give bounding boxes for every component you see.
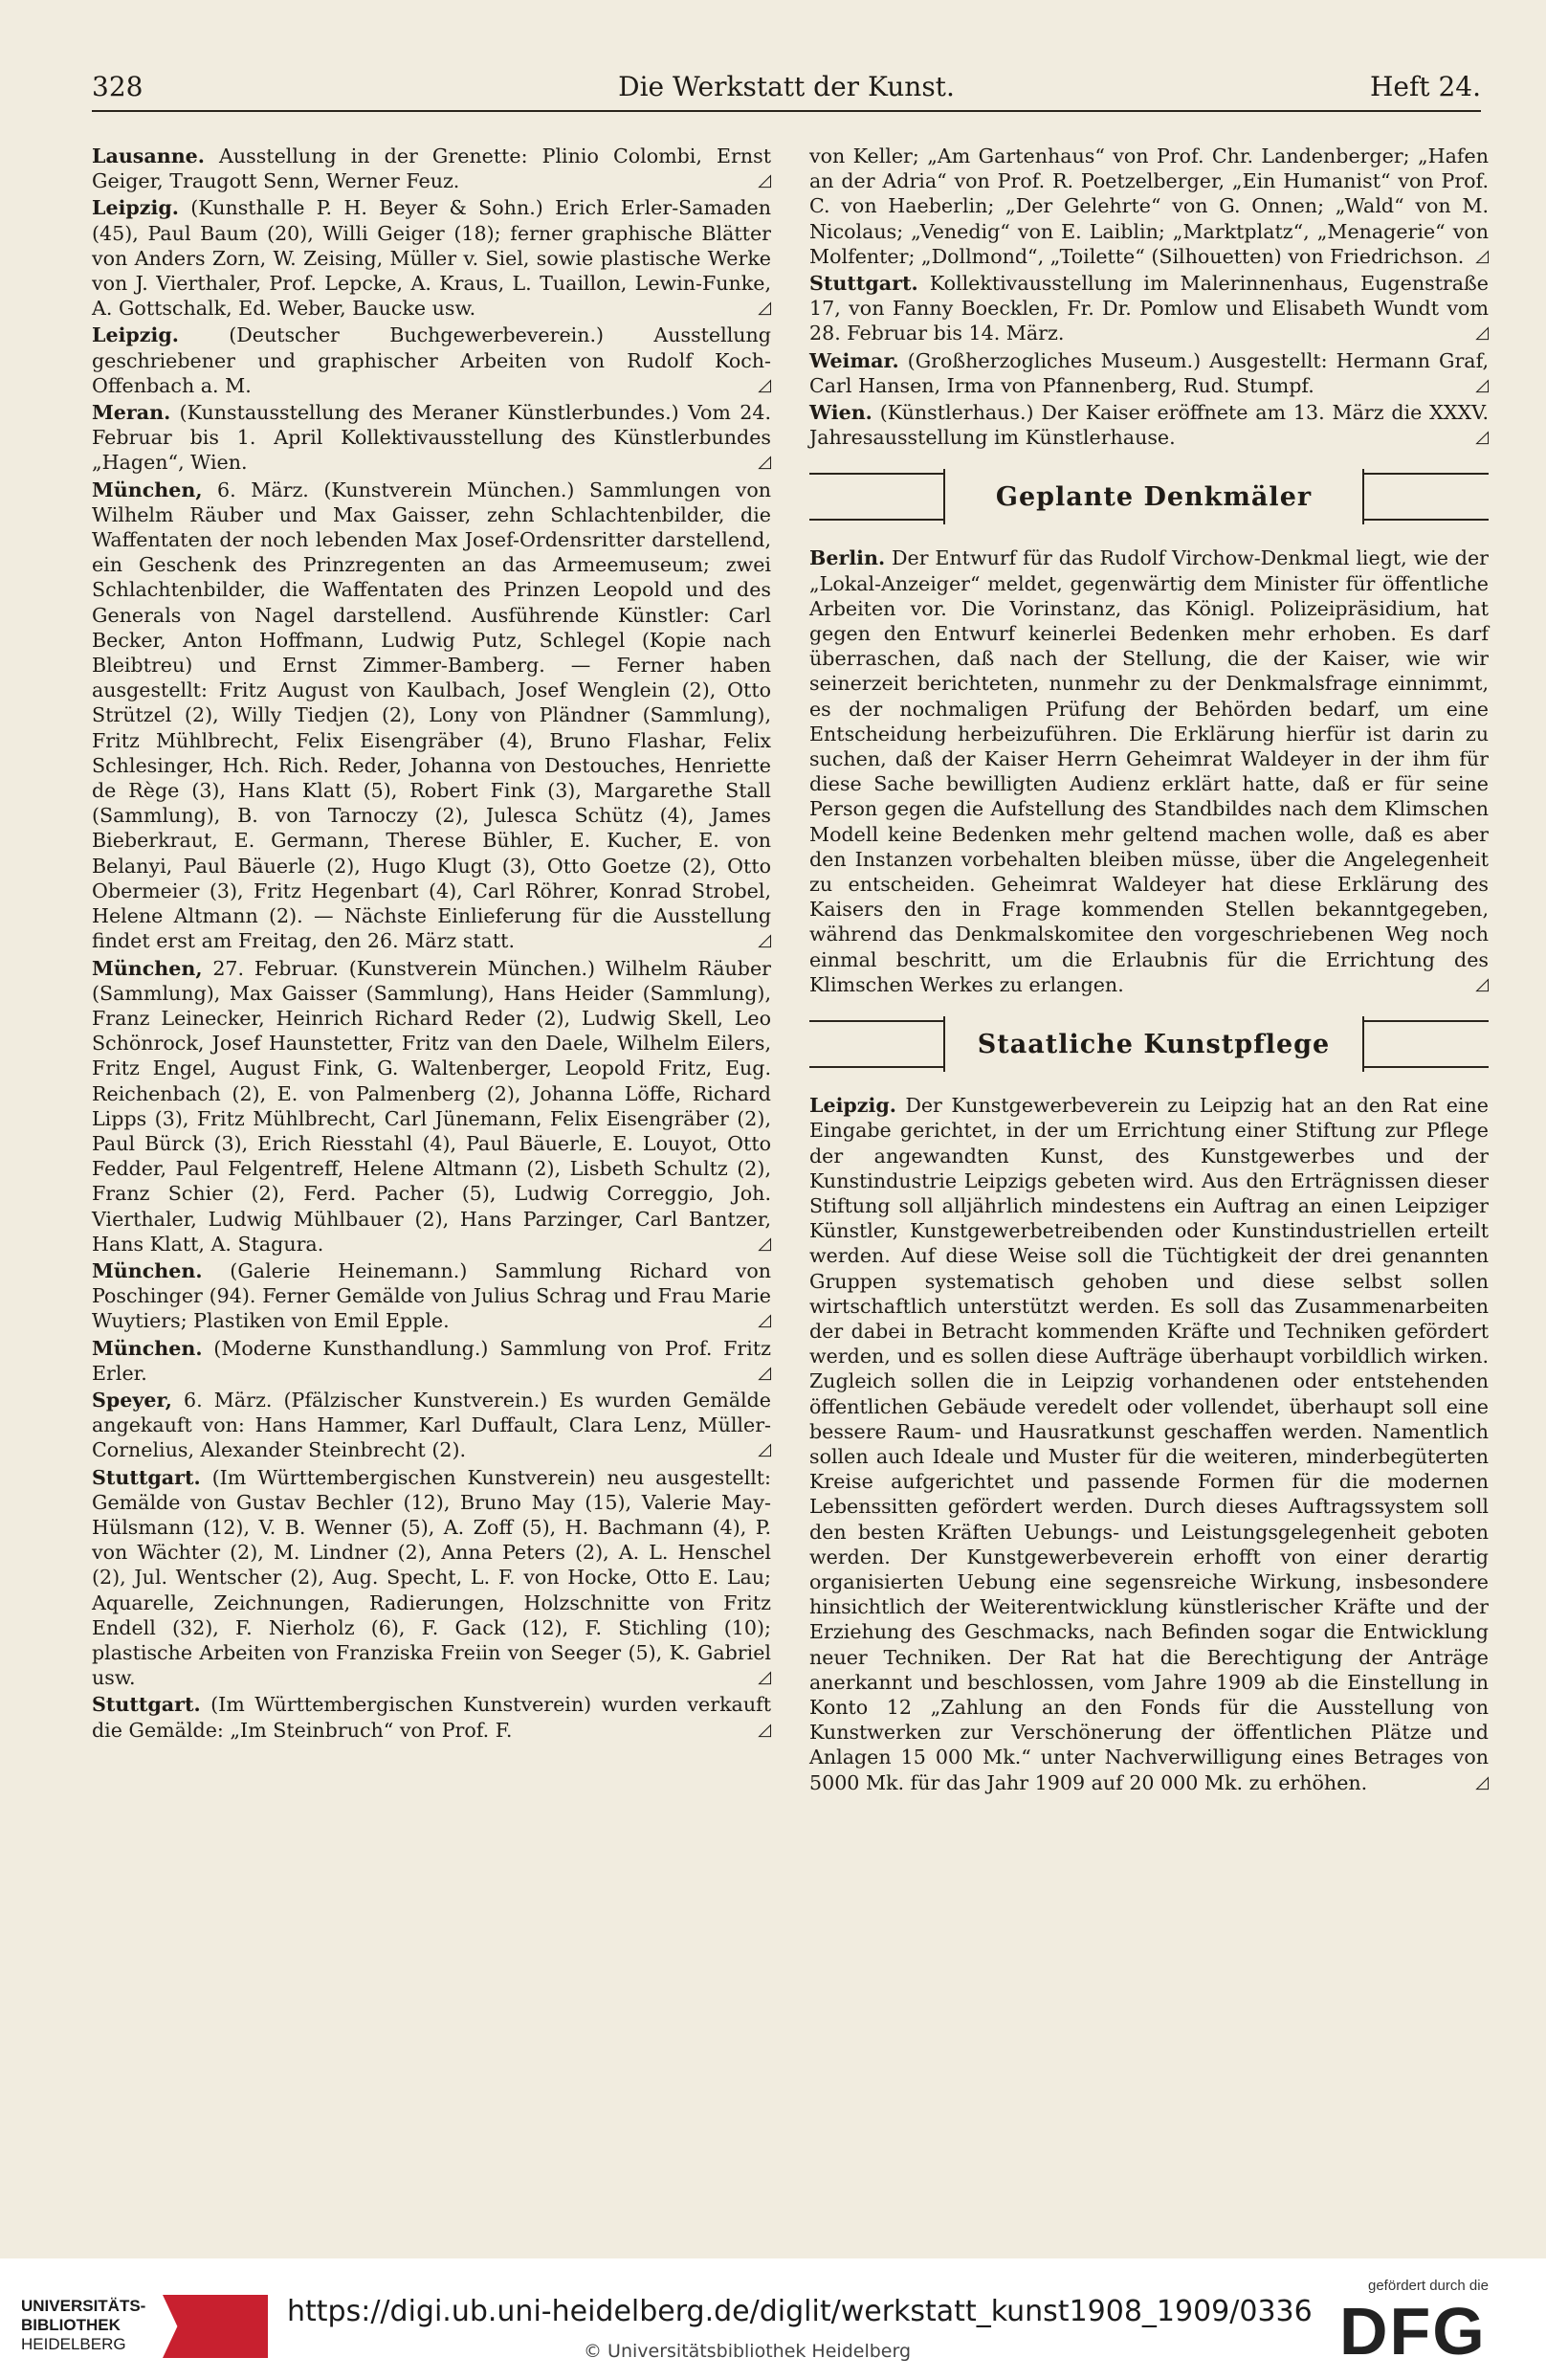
section-title: Geplante Denkmäler — [943, 469, 1364, 524]
notice-entry — [809, 271, 1489, 346]
end-marker-icon: ◿ — [758, 170, 771, 191]
running-header — [92, 71, 1481, 113]
notice-entry — [809, 144, 1489, 269]
notice-entry — [92, 1258, 771, 1334]
issue-number: Heft 24. — [1369, 71, 1481, 102]
logo-mark — [163, 2295, 268, 2358]
section-title: Staatliche Kunstpflege — [943, 1016, 1364, 1072]
entry-text: (Galerie Heinemann.) Sammlung Richard von Poschinger (94). Ferner Gemälde von Julius Schrag und Frau Marie Wuytiers; Plastiken von Emil Epple. — [92, 1258, 771, 1333]
entry-text: (Moderne Kunsthandlung.) Sammlung von Prof. Fritz Erler. — [92, 1336, 771, 1385]
notice-entry — [92, 1465, 771, 1691]
end-marker-icon: ◿ — [1475, 427, 1489, 448]
end-marker-icon: ◿ — [758, 930, 771, 951]
notice-entry — [92, 1336, 771, 1386]
section-denkmaeler-body — [809, 545, 1489, 997]
logo-line: HEIDELBERG — [21, 2335, 126, 2353]
notice-entry — [92, 956, 771, 1257]
journal-title: Die Werkstatt der Kunst. — [618, 71, 955, 102]
notice-entry — [809, 400, 1489, 450]
end-marker-icon: ◿ — [758, 1233, 771, 1254]
section-kunstpflege-body — [809, 1093, 1489, 1795]
end-marker-icon: ◿ — [758, 1310, 771, 1331]
section-heading-kunstpflege — [809, 1016, 1489, 1072]
entry-city: Meran. — [92, 401, 171, 425]
viewer-footer — [0, 2258, 1546, 2380]
end-marker-icon: ◿ — [1475, 245, 1489, 266]
notice-entry — [809, 348, 1489, 398]
notice-entry — [92, 195, 771, 321]
logo-line: UNIVERSITÄTS- — [21, 2297, 146, 2315]
entry-city: Weimar. — [809, 348, 899, 372]
entry-text: (Kunsthalle P. H. Beyer & Sohn.) Erich Erler-Samaden (45), Paul Baum (20), Willi Geiger (18); ferner graphische Blätter von Anders Zorn, W. Zeising, Müller v. Siel, sowie plastische Werke von J. Vierthaler, Prof. Lepcke, A. Kraus, L. Tuaillon, Lewin-Funke, A. Gottschalk, Ed. Weber, Baucke usw. — [92, 196, 771, 321]
notice-entry — [92, 1692, 771, 1742]
entry-text: 6. März. (Pfälzischer Kunstverein.) Es wurden Gemälde angekauft von: Hans Hammer, Karl Duffault, Clara Lenz, Müller-Cornelius, Alexander Steinbrecht (2). — [92, 1388, 771, 1462]
entry-text: 6. März. (Kunstverein München.) Sammlungen von Wilhelm Räuber und Max Gaisser, zehn Schlachtenbilder, die Waffentaten der noch lebenden Max Josef-Ordensritter darstellend, ein Geschenk des Prinzregenten an das Armeemuseum; zwei Schlachtenbilder, die Waffentaten des Prinzen Leopold und des Generals von Nagel darstellend. Ausführende Künstler: Carl Becker, Anton Hoffmann, Ludwig Putz, Schlegel (Kopie nach Bleibtreu) und Ernst Zimmer-Bamberg. — Ferner haben ausgestellt: Fritz August von Kaulbach, Josef Wenglein (2), Otto Strützel (2), Willy Tiedjen (2), Lony von Pländner (Sammlung), Fritz Mühlbrecht, Felix Eisengräber (4), Bruno Flashar, Felix Schlesinger, Hch. Rich. Reder, Johanna von Destouches, Henriette de Rège (3), Hans Klatt (5), Robert Fink (3), Margarethe Stall (Sammlung), B. von Tarnoczy (2), Julesca Schütz (4), James Bieberkraut, E. Germann, Therese Bühler, E. Kucher, E. von Belanyi, Paul Bäuerle (2), Hugo Klugt (3), Otto Goetze (2), Otto Obermeier (3), Fritz Hegenbart (4), Carl Röhrer, Konrad Strobel, Helene Altmann (2). — Nächste Einlieferung für die Ausstellung findet erst am Freitag, den 26. März statt. — [92, 478, 771, 953]
right-column — [809, 144, 1489, 1797]
entry-city: Leipzig. — [92, 196, 179, 220]
entry-text: (Künstlerhaus.) Der Kaiser eröffnete am 13. März die XXXV. Jahresausstellung im Künstlerhause. — [809, 401, 1489, 450]
end-marker-icon: ◿ — [758, 1667, 771, 1688]
entry-city: Stuttgart. — [92, 1693, 201, 1717]
right-column-entries — [809, 144, 1489, 450]
entry-city: Lausanne. — [92, 145, 205, 167]
end-marker-icon: ◿ — [758, 1362, 771, 1383]
entry-city: Berlin. — [809, 546, 886, 570]
entry-text: (Deutscher Buchgewerbeverein.) Ausstellung geschriebener und graphischer Arbeiten von Rudolf Koch-Offenbach a. M. — [92, 323, 771, 397]
library-logo[interactable] — [21, 2297, 165, 2354]
entry-text: (Großherzogliches Museum.) Ausgestellt: Hermann Graf, Carl Hansen, Irma von Pfannenberg, Rud. Stumpf. — [809, 348, 1489, 397]
entry-text: von Keller; „Am Gartenhaus“ von Prof. Chr. Landenberger; „Hafen an der Adria“ von Prof. R. Poetzelberger, „Ein Humanist“ von Prof. C. von Haeberlin; „Der Gelehrte“ von G. Onnen; „Wald“ von M. Nicolaus; „Venedig“ von E. Laiblin; „Marktplatz“, „Menagerie“ von Molfenter; „Dollmond“, „Toilette“ (Silhouetten) von Friedrichson. — [809, 145, 1489, 268]
entry-text: Ausstellung in der Grenette: Plinio Colombi, Ernst Geiger, Traugott Senn, Werner Feuz. — [92, 145, 771, 193]
entry-city: Speyer, — [92, 1388, 172, 1412]
end-marker-icon: ◿ — [758, 1719, 771, 1740]
end-marker-icon: ◿ — [758, 1439, 771, 1460]
end-marker-icon: ◿ — [758, 452, 771, 473]
entry-city: München, — [92, 956, 203, 980]
entry-city: München. — [92, 1258, 203, 1282]
dfg-logo[interactable]: DFG — [1339, 2294, 1487, 2369]
entry-text: (Kunstausstellung des Meraner Künstlerbundes.) Vom 24. Februar bis 1. April Kollektivausstellung des Künstlerbundes „Hagen“, Wien. — [92, 401, 771, 475]
entry-text: Der Entwurf für das Rudolf Virchow-Denkmal liegt, wie der „Lokal-Anzeiger“ meldet, gegenwärtig dem Minister für öffentliche Arbeiten vor. Die Vorinstanz, das Königl. Polizeipräsidium, hat gegen den Entwurf keinerlei Bedenken mehr erhoben. Es darf überraschen, daß nach der Stellung, die der Kaiser, wie wir seinerzeit berichteten, nunmehr zu der Denkmalsfrage einnimmt, es der nochmaligen Prüfung der Behörden bedarf, um eine Entscheidung herbeizuführen. Die Erklärung hierfür ist darin zu suchen, daß der Kaiser Herrn Geheimrat Waldeyer in der ihm für diese Sache bewilligten Audienz erklärt hatte, daß er für seine Person gegen die Aufstellung des Standbildes nach dem Klimschen Modell keine Bedenken mehr geltend machen wolle, daß es aber den Instanzen vorbehalten bleiben müsse, über die Angelegenheit zu entscheiden. Geheimrat Waldeyer hat diese Erklärung des Kaisers den in Frage kommenden Stellen bekanntgegeben, während das Denkmalskomitee den vorgeschriebenen Weg noch einmal beschritt, um die Erlaubnis für die Errichtung des Klimschen Werkes zu erlangen. — [809, 546, 1489, 996]
copyright-notice: © Universitätsbibliothek Heidelberg — [584, 2341, 912, 2362]
notice-entry — [92, 323, 771, 398]
notice-entry — [92, 144, 771, 193]
notice-entry — [92, 400, 771, 476]
notice-entry — [809, 545, 1489, 997]
entry-text: Der Kunstgewerbeverein zu Leipzig hat an den Rat eine Eingabe gerichtet, in der um Errichtung einer Stiftung zur Pflege der angewandten Kunst, des Kunstgewerbes und der Kunstindustrie Leipzigs gebeten wird. Aus den Erträgnissen dieser Stiftung soll alljährlich mindestens ein Auftrag an einen Leipziger Künstler, Kunstgewerbetreibenden oder Kunstindustriellen erteilt werden. Auf diese Weise soll die Tüchtigkeit der drei genannten Gruppen systematisch gehoben und diese selbst sollen wirtschaftlich unterstützt werden. Es soll das Zusammenarbeiten der dabei in Betracht kommenden Kräfte und Techniken gefördert werden, und es sollen diese Aufträge überhaupt vorbildlich wirken. Zugleich sollen die in Leipzig vorhandenen oder entstehenden öffentlichen Gebäude veredelt oder vollendet, überhaupt soll eine bessere Raum- und Hausratkunst geschaffen werden. Namentlich sollen auch Ideale und Muster für die weiteren, minderbegüterten Kreise aufgerichtet und passende Formen für die modernen Lebenssitten gefördert werden. Durch dieses Auftragssystem soll den besten Kräften Uebungs- und Leistungsgelegenheit geboten werden. Der Kunstgewerbeverein erhofft von einer derartig organisierten Uebung eine segensreiche Wirkung, insbesondere hinsichtlich der Weiterentwicklung künstlerischer Kräfte und der Erziehung des Geschmacks, nach Befinden sogar die Entwicklung neuer Techniken. Der Rat hat die Berechtigung der Anträge anerkannt und beschlossen, vom Jahre 1909 ab die Einstellung in Konto 12 „Zahlung an den Fonds für die Ausstellung von Kunstwerken zur Verschönerung der öffentlichen Plätze und Anlagen 15 000 Mk.“ unter Nachverwilligung eines Betrages von 5000 Mk. für das Jahr 1909 auf 20 000 Mk. zu erhöhen. — [809, 1094, 1489, 1794]
entry-text: Kollektivausstellung im Malerinnenhaus, Eugenstraße 17, von Fanny Boecklen, Fr. Dr. Pomlow und Elisabeth Wundt vom 28. Februar bis 14. März. — [809, 272, 1489, 345]
end-marker-icon: ◿ — [1475, 323, 1489, 344]
notice-entry — [809, 1093, 1489, 1795]
entry-text: (Im Württembergischen Kunstverein) neu ausgestellt: Gemälde von Gustav Bechler (12), Bruno May (15), Valerie May-Hülsmann (12), V. B. Wenner (5), A. Zoff (5), H. Bachmann (4), P. von Wächter (2), M. Lindner (2), Anna Peters (2), A. L. Henschel (2), Jul. Wentscher (2), Aug. Specht, L. F. von Hocke, Otto E. Lau; Aquarelle, Zeichnungen, Radierungen, Holzschnitte von Fritz Endell (32), F. Nierholz (6), F. Gack (12), F. Stichling (10); plastische Arbeiten von Franziska Freiin von Seeger (5), K. Gabriel usw. — [92, 1465, 771, 1690]
notice-entry — [92, 478, 771, 954]
section-heading-denkmaeler — [809, 469, 1489, 524]
funding-note: gefördert durch die — [1368, 2278, 1489, 2294]
permalink-url[interactable]: https://digi.ub.uni-heidelberg.de/diglit/werkstatt_kunst1908_1909/0336 — [287, 2295, 1313, 2328]
end-marker-icon: ◿ — [1475, 973, 1489, 994]
left-column — [92, 144, 771, 1745]
entry-text: 27. Februar. (Kunstverein München.) Wilhelm Räuber (Sammlung), Max Gaisser (Sammlung), Hans Heider (Sammlung), Franz Leinecker, Heinrich Richard Reder (2), Ludwig Skell, Leo Schönrock, Josef Haunstetter, Fritz van den Daele, Wilhelm Eilers, Fritz Engel, August Fink, G. Waltenberger, Leopold Fritz, Eug. Reichenbach (2), E. von Palmenberg (2), Johanna Löffe, Richard Lipps (3), Fritz Mühlbrecht, Carl Jünemann, Felix Eisengräber (2), Paul Bürck (3), Erich Riesstahl (4), Paul Bäuerle, E. Louyot, Otto Fedder, Paul Felgentreff, Helene Altmann (2), Lisbeth Schultz (2), Franz Schier (2), Ferd. Pacher (5), Ludwig Correggio, Joh. Vierthaler, Ludwig Mühlbauer (2), Hans Parzinger, Carl Bantzer, Hans Klatt, A. Stagura. — [92, 956, 771, 1256]
entry-city: Stuttgart. — [92, 1465, 201, 1489]
entry-city: München, — [92, 478, 203, 501]
page-number: 328 — [92, 71, 144, 102]
entry-city: Wien. — [809, 401, 872, 425]
header-rule — [92, 110, 1481, 112]
end-marker-icon: ◿ — [1475, 1771, 1489, 1792]
entry-city: München. — [92, 1336, 203, 1360]
end-marker-icon: ◿ — [758, 298, 771, 319]
entry-city: Leipzig. — [809, 1094, 896, 1118]
end-marker-icon: ◿ — [758, 374, 771, 395]
entry-city: Stuttgart. — [809, 272, 918, 296]
entry-text: (Im Württembergischen Kunstverein) wurden verkauft die Gemälde: „Im Steinbruch“ von Prof. F. — [92, 1693, 771, 1742]
logo-line: BIBLIOTHEK — [21, 2316, 121, 2334]
entry-city: Leipzig. — [92, 323, 179, 347]
notice-entry — [92, 1388, 771, 1463]
end-marker-icon: ◿ — [1475, 374, 1489, 395]
